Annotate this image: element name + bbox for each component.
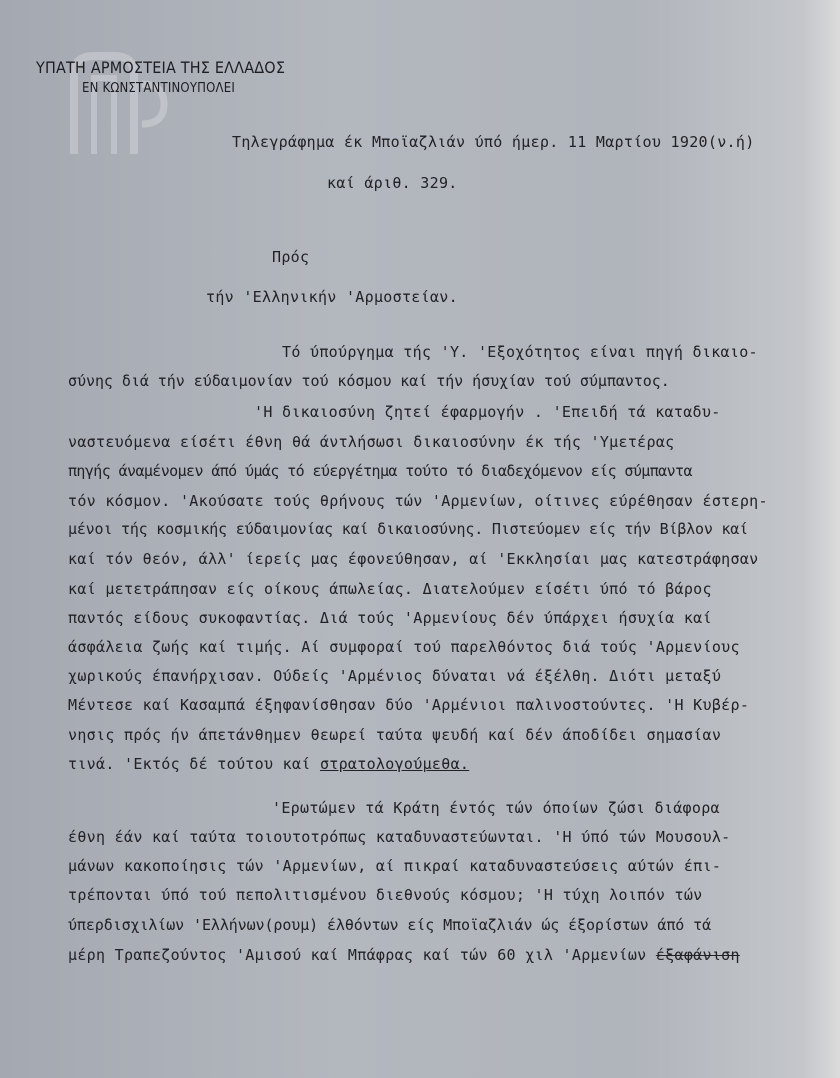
- body-p2-line-13: [68, 755, 469, 773]
- body-p2-line-4: τόν κόσμον. 'Ακούσατε τούς θρήνους τών 'Αρμενίων, οίτινες εύρέθησαν έστερη-: [68, 492, 768, 510]
- body-p2-line-1: 'Η δικαιοσύνη ζητεί έφαρμογήν . 'Επειδή τά καταδυ-: [254, 403, 721, 421]
- body-p3-line-2: έθνη έάν καί ταύτα τοιουτοτρόπως καταδυναστεύωνται. 'Η ύπό τών Μουσουλ-: [68, 828, 731, 846]
- body-p2-line-7: καί μετετράπησαν είς οίκους άπωλείας. Διατελούμεν είσέτι ύπό τό βάρος: [68, 580, 712, 598]
- letterhead-title: ΥΠΑΤΗ ΑΡΜΟΣΤΕΙΑ ΤΗΣ ΕΛΛΑΔΟΣ: [36, 58, 286, 77]
- body-p1-line-2: σύνης διά τήν εύδαιμονίαν τού κόσμου καί τήν ήσυχίαν τού σύμπαντος.: [68, 372, 670, 390]
- body-p2-line-8: παντός είδους συκοφαντίας. Διά τούς 'Αρμενίους δέν ύπάρχει ήσυχία καί: [68, 609, 712, 627]
- body-p3-line-5: ύπερδισχιλίων 'Ελλήνων(ρουμ) έλθόντων είς Μποϊαζλιάν ώς έξορίστων άπό τά: [68, 916, 712, 934]
- heading-line-2: καί άριθ. 329.: [327, 174, 458, 192]
- body-p2-line-13-text: τινά. 'Εκτός δέ τούτου καί: [68, 755, 320, 773]
- body-p3-line-4: τρέπονται ύπό τού πεπολιτισμένου διεθνούς κόσμου; 'Η τύχη λοιπόν τών: [68, 886, 703, 904]
- body-p2-line-10: χωρικούς έπανήρχισαν. Ούδείς 'Αρμένιος δύναται νά έξέλθη. Διότι μεταξύ: [68, 667, 722, 685]
- body-p3-line-3: μάνων κακοποίησις τών 'Αρμενίων, αί πικραί καταδυναστεύσεις αύτών έπι-: [68, 857, 722, 875]
- body-p1-line-1: Τό ύπούργημα τής 'Υ. 'Εξοχότητος είναι πηγή δικαιο-: [282, 343, 758, 361]
- body-p3-line-1: 'Ερωτώμεν τά Κράτη έντός τών όποίων ζώσι διάφορα: [272, 799, 720, 817]
- body-p2-line-6: καί τόν θεόν, άλλ' ίερείς μας έφονεύθησαν, αί 'Εκκλησίαι μας κατεστράφησαν: [68, 550, 759, 568]
- addressee-line-2: τήν 'Ελληνικήν 'Αρμοστείαν.: [206, 288, 458, 306]
- body-p2-line-12: νησις πρός ήν άπετάνθημεν θεωρεί ταύτα ψευδή καί δέν άποδίδει σημασίαν: [68, 726, 722, 744]
- body-p3-line-6-text: μέρη Τραπεζούντος 'Αμισού καί Μπάφρας καί τών 60 χιλ 'Αρμενίων: [68, 946, 656, 964]
- body-p2-line-3: πηγής άναμένομεν άπό ύμάς τό εύεργέτημα τούτο τό διαδεχόμενον είς σύμπαντα: [68, 462, 692, 480]
- letterhead: [36, 58, 296, 96]
- struck-word: έξαφάνιση: [655, 946, 740, 964]
- underlined-word: στρατολογούμεθα.: [319, 755, 470, 773]
- letterhead-subtitle: ΕΝ ΚΩΝΣΤΑΝΤΙΝΟΥΠΟΛΕΙ: [82, 81, 235, 96]
- body-p2-line-5: μένοι τής κοσμικής εύδαιμονίας καί δικαιοσύνης. Πιστεύομεν είς τήν Βίβλον καί: [68, 520, 748, 538]
- paper-edge: [802, 0, 840, 1078]
- body-p2-line-9: άσφάλεια ζωής καί τιμής. Αί συμφοραί τού παρελθόντος διά τούς 'Αρμενίους: [68, 638, 740, 656]
- body-p2-line-11: Μέντεσε καί Κασαμπά έξηφανίσθησαν δύο 'Αρμένιοι παλινοστούντες. 'Η Κυβέρ-: [68, 696, 750, 714]
- body-p3-line-6: [68, 946, 740, 964]
- heading-line-1: Τηλεγράφημα έκ Μποϊαζλιάν ύπό ήμερ. 11 Μαρτίου 1920(ν.ή): [232, 133, 755, 151]
- addressee-line-1: Πρός: [272, 248, 310, 266]
- body-p2-line-2: ναστευόμενα είσέτι έθνη θά άντλήσωσι δικαιοσύνην έκ τής 'Υμετέρας: [68, 433, 675, 451]
